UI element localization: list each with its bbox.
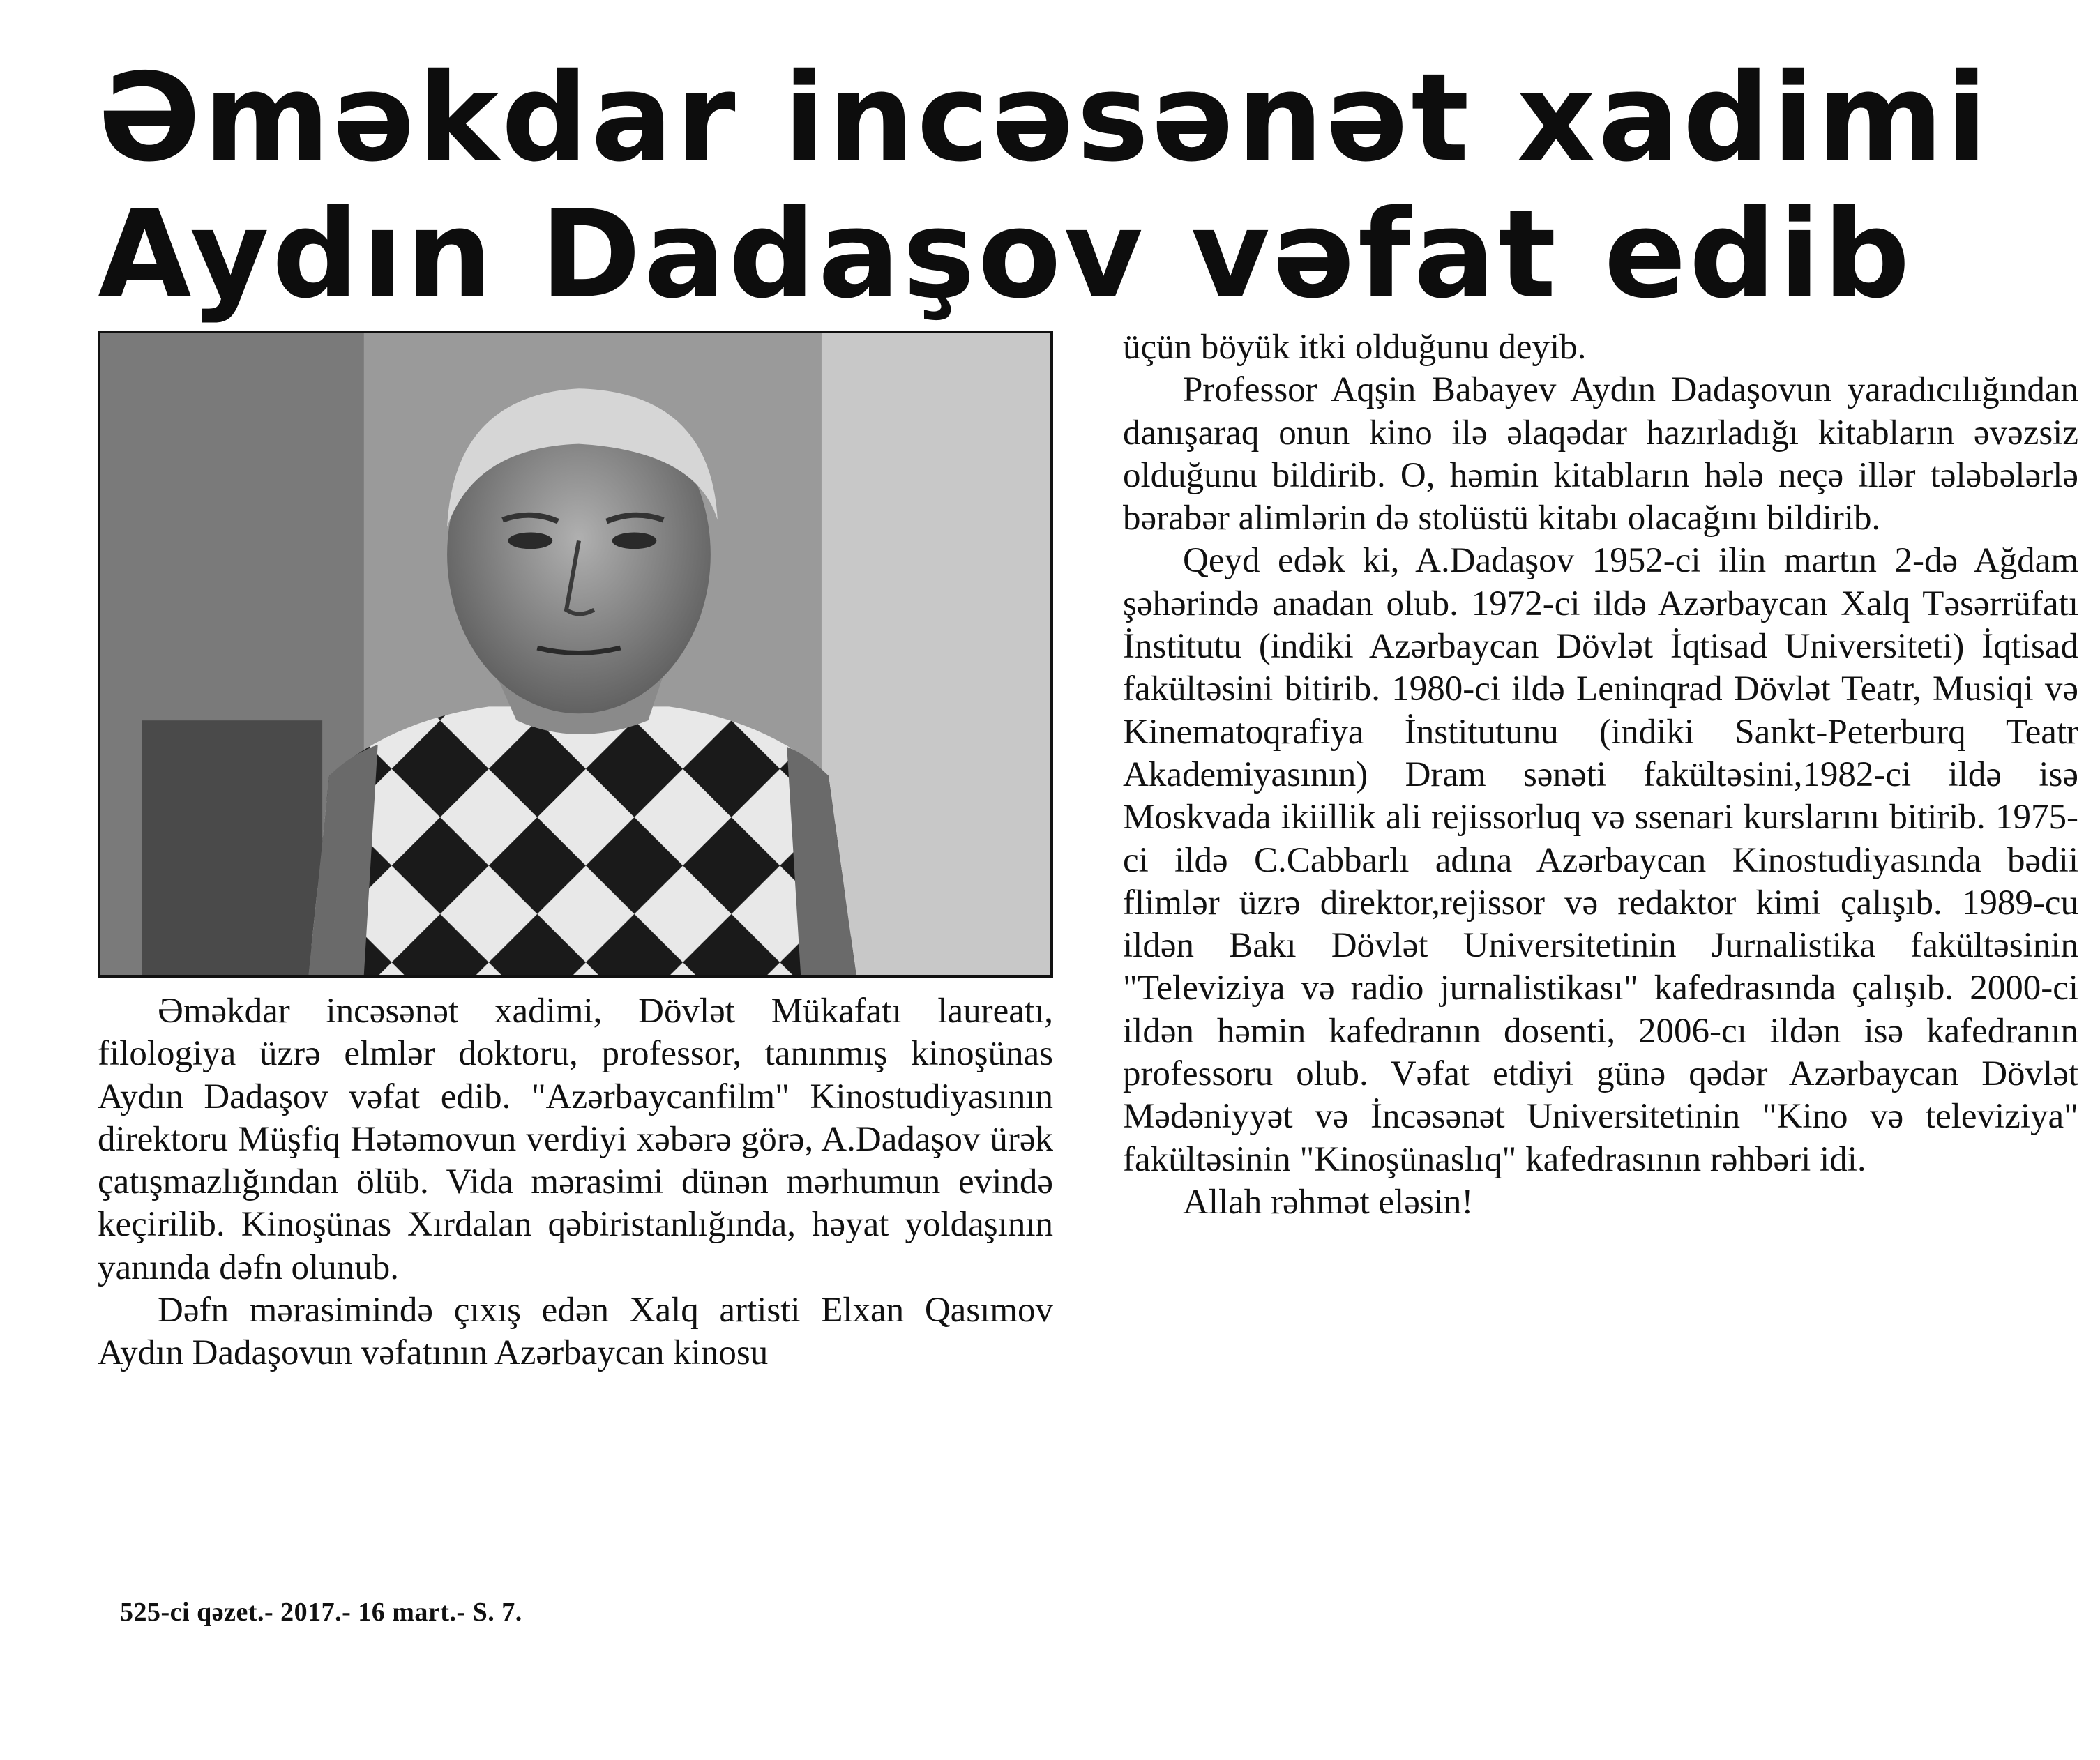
- headline-line-1: Əməkdar incəsənət xadimi: [98, 47, 1991, 189]
- article-paragraph: Dəfn mərasimində çıxış edən Xalq artisti Elxan Qasımov Aydın Dadaşovun vəfatının Azərbaycan kinosu: [98, 1291, 1053, 1373]
- article-paragraph-continued: üçün böyük itki olduğunu deyib.: [1123, 328, 1587, 367]
- article-paragraph: Allah rəhmət eləsin!: [1183, 1182, 1474, 1222]
- headline: [98, 47, 2037, 326]
- portrait-photo-icon: [100, 333, 1050, 975]
- source-citation: 525-ci qəzet.- 2017.- 16 mart.- S. 7.: [120, 1598, 522, 1627]
- article-left-column: [98, 990, 1053, 1375]
- article-paragraph: Əməkdar incəsənət xadimi, Dövlət Mükafatı laureatı, filologiya üzrə elmlər doktoru, professor, tanınmış kinoşünas Aydın Dadaşov vəfat edib. "Azərbaycanfilm" Kinostudiyasının direktoru Müşfiq Hətəmovun verdiyi xəbərə görə, A.Dadaşov ürək çatışmazlığından ölüb. Vida mərasimi dünən mərhumun evində keçirilib. Kinoşünas Xırdalan qəbiristanlığında, həyat yoldaşının yanında dəfn olunub.: [98, 992, 1053, 1287]
- article-paragraph: Professor Aqşin Babayev Aydın Dadaşovun yaradıcılığından danışaraq onun kino ilə əlaqədar hazırladığı kitabların əvəzsiz olduğunu bildirib. O, həmin kitabların hələ neçə illər tələbələrlə bərabər alimlərin də stolüstü kitabı olacağını bildirib.: [1123, 370, 2078, 538]
- headline-line-2: Aydın Dadaşov vəfat edib: [98, 184, 1913, 326]
- article-right-column: [1123, 326, 2078, 1224]
- article-paragraph: Qeyd edək ki, A.Dadaşov 1952-ci ilin martın 2-də Ağdam şəhərində anadan olub. 1972-ci ildə Azərbaycan Xalq Təsərrüfatı İnstitutu (indiki Azərbaycan Dövlət İqtisad Universiteti) İqtisad fakültəsini bitirib. 1980-ci ildə Leninqrad Dövlət Teatr, Musiqi və Kinematoqrafiya İnstitutunu (indiki Sankt-Peterburq Teatr Akademiyasının) Dram sənəti fakültəsini,1982-ci ildə isə Moskvada ikiillik ali rejissorluq və ssenari kurslarını bitirib. 1975-ci ildə C.Cabbarlı adına Azərbaycan Kinostudiyasında bədii flimlər üzrə direktor,rejissor və redaktor kimi çalışıb. 1989-cu ildən Bakı Dövlət Universitetinin Jurnalistika fakültəsinin "Televiziya və radio jurnalistikası" kafedrasında çalışıb. 2000-ci ildən həmin kafedranın dosenti, 2006-cı ildən isə kafedranın professoru olub. Vəfat etdiyi günə qədər Azərbaycan Dövlət Mədəniyyət və İncəsənət Universitetinin "Kino və televiziya" fakültəsinin "Kinoşünaslıq" kafedrasının rəhbəri idi.: [1123, 541, 2078, 1179]
- portrait-photo: [98, 331, 1053, 978]
